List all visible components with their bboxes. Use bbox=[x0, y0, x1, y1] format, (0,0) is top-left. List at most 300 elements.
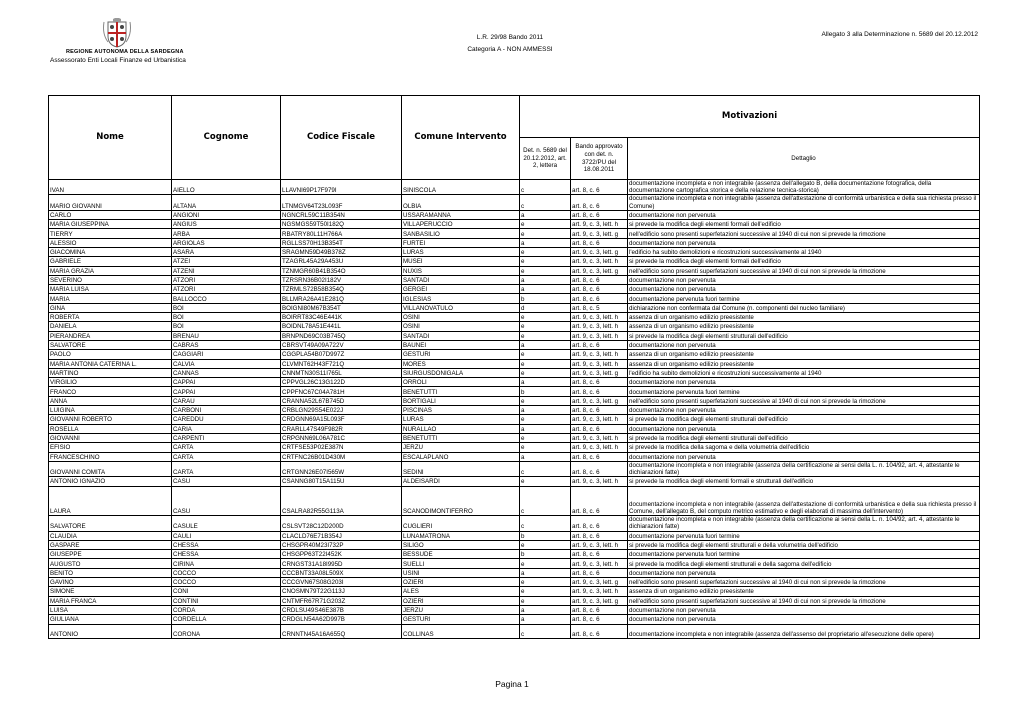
col-header-motivazioni: Motivazioni bbox=[520, 96, 980, 138]
table-row bbox=[49, 461, 980, 476]
table-row bbox=[49, 229, 980, 238]
cell-nome: GASPARE bbox=[49, 540, 172, 549]
cell-dettaglio: documentazione non pervenuta bbox=[628, 340, 980, 349]
cell-codice-fiscale: CSLSVT28C12D200D bbox=[281, 516, 402, 531]
col-header-comune: Comune Intervento bbox=[402, 96, 520, 180]
cell-codice-fiscale: CRTGNN26E07I565W bbox=[281, 461, 402, 476]
cell-dettaglio: documentazione incompleta e non integrabile (assenza dell'attestazione di conformità urbanistica e della sua richiesta presso il Comune, dell'allegato B, del computo metrico estimativo e degli elaborati di massima dell'intervento) bbox=[628, 486, 980, 516]
cell-codice-fiscale: CNNMTN30S11I765L bbox=[281, 368, 402, 377]
cell-cognome: CABRAS bbox=[172, 340, 281, 349]
cell-dettaglio: documentazione non pervenuta bbox=[628, 378, 980, 387]
cell-det-lettera: a bbox=[520, 605, 571, 614]
col-header-det: Det. n. 5689 del 20.12.2012, art. 2, lettera bbox=[520, 138, 571, 180]
cell-nome: GIULIANA bbox=[49, 615, 172, 624]
cell-nome: ROBERTA bbox=[49, 313, 172, 322]
cell-nome: GIOVANNI bbox=[49, 433, 172, 442]
cell-cognome: ATZORI bbox=[172, 275, 281, 284]
cell-det-lettera: a bbox=[520, 340, 571, 349]
cell-nome: MARIA GRAZIA bbox=[49, 266, 172, 275]
cell-bando-articolo: art. 9, c. 3, lett. h bbox=[571, 415, 628, 424]
cell-det-lettera: e bbox=[520, 248, 571, 257]
cell-cognome: CARAU bbox=[172, 396, 281, 405]
cell-comune: VILLANOVATULO bbox=[402, 303, 520, 312]
table-row bbox=[49, 195, 980, 210]
table-row bbox=[49, 559, 980, 568]
cell-codice-fiscale: CHSGPP63T22I452K bbox=[281, 550, 402, 559]
cell-comune: JERZU bbox=[402, 605, 520, 614]
cell-dettaglio: assenza di un organismo edilizio preesistente bbox=[628, 322, 980, 331]
cell-bando-articolo: art. 8, c. 6 bbox=[571, 406, 628, 415]
cell-dettaglio: documentazione non pervenuta bbox=[628, 275, 980, 284]
cell-comune: SUELLI bbox=[402, 559, 520, 568]
cell-det-lettera: c bbox=[520, 486, 571, 516]
cell-comune: CUGLIERI bbox=[402, 516, 520, 531]
org-department: Assessorato Enti Locali Finanze ed Urbanistica bbox=[50, 57, 186, 64]
cell-bando-articolo: art. 9, c. 3, lett. g bbox=[571, 248, 628, 257]
cell-nome: GIOVANNI COMITA bbox=[49, 461, 172, 476]
cell-comune: LUNAMATRONA bbox=[402, 531, 520, 540]
cell-det-lettera: e bbox=[520, 229, 571, 238]
cell-bando-articolo: art. 8, c. 6 bbox=[571, 238, 628, 247]
cell-dettaglio: nell'edificio sono presenti superfetazioni successive al 1940 di cui non si prevede la rimozione bbox=[628, 266, 980, 275]
cell-codice-fiscale: CSANNG80T15A115U bbox=[281, 477, 402, 486]
cell-nome: PIERANDREA bbox=[49, 331, 172, 340]
cell-nome: LUIGINA bbox=[49, 406, 172, 415]
cell-dettaglio: documentazione incompleta e non integrabile (assenza dell'assenso del proprietario all'esecuzione delle opere) bbox=[628, 624, 980, 639]
table-row bbox=[49, 477, 980, 486]
cell-comune: LURAS bbox=[402, 415, 520, 424]
cell-comune: SANTADI bbox=[402, 275, 520, 284]
table-row bbox=[49, 378, 980, 387]
cell-dettaglio: documentazione non pervenuta bbox=[628, 424, 980, 433]
cell-bando-articolo: art. 9, c. 3, lett. h bbox=[571, 220, 628, 229]
cell-dettaglio: assenza di un organismo edilizio preesistente bbox=[628, 350, 980, 359]
cell-cognome: ANGIONI bbox=[172, 210, 281, 219]
table-row bbox=[49, 220, 980, 229]
cell-cognome: BOI bbox=[172, 313, 281, 322]
table-row bbox=[49, 257, 980, 266]
cell-bando-articolo: art. 9, c. 3, lett. h bbox=[571, 350, 628, 359]
cell-codice-fiscale: CLACLD76E71B354J bbox=[281, 531, 402, 540]
cell-cognome: CAULI bbox=[172, 531, 281, 540]
cell-nome: MARIA bbox=[49, 294, 172, 303]
cell-dettaglio: documentazione non pervenuta bbox=[628, 615, 980, 624]
law-reference: L.R. 29/98 Bando 2011 bbox=[476, 34, 544, 41]
cell-codice-fiscale: SRAGMN59D49B378Z bbox=[281, 248, 402, 257]
cell-codice-fiscale: BOIGNI80M67B354T bbox=[281, 303, 402, 312]
cell-codice-fiscale: TZNMGR60B41B354O bbox=[281, 266, 402, 275]
cell-comune: ORROLI bbox=[402, 378, 520, 387]
cell-cognome: CAREDDU bbox=[172, 415, 281, 424]
cell-cognome: CONI bbox=[172, 587, 281, 596]
cell-bando-articolo: art. 8, c. 5 bbox=[571, 303, 628, 312]
excluded-applicants-table bbox=[48, 95, 980, 639]
cell-bando-articolo: art. 8, c. 6 bbox=[571, 340, 628, 349]
cell-cognome: CAPPAI bbox=[172, 378, 281, 387]
cell-det-lettera: b bbox=[520, 550, 571, 559]
cell-nome: GAVINO bbox=[49, 578, 172, 587]
cell-dettaglio: nell'edificio sono presenti superfetazioni successive al 1940 di cui non si prevede la rimozione bbox=[628, 396, 980, 405]
cell-dettaglio: documentazione incompleta e non integrabile (assenza della certificazione ai sensi della L. n. 104/92, art. 4, attestante le dichiarazioni fatte) bbox=[628, 516, 980, 531]
cell-nome: MARIA FRANCA bbox=[49, 596, 172, 605]
cell-dettaglio: assenza di un organismo edilizio preesistente bbox=[628, 587, 980, 596]
cell-comune: OSINI bbox=[402, 322, 520, 331]
cell-det-lettera: a bbox=[520, 275, 571, 284]
cell-codice-fiscale: CPPFNC67C04A781H bbox=[281, 387, 402, 396]
cell-bando-articolo: art. 9, c. 3, lett. h bbox=[571, 443, 628, 452]
cell-codice-fiscale: CPPVGL26C13G122D bbox=[281, 378, 402, 387]
cell-nome: IVAN bbox=[49, 180, 172, 195]
cell-dettaglio: documentazione non pervenuta bbox=[628, 452, 980, 461]
cell-comune: GESTURI bbox=[402, 350, 520, 359]
cell-bando-articolo: art. 9, c. 3, lett. g bbox=[571, 578, 628, 587]
cell-cognome: CASU bbox=[172, 477, 281, 486]
cell-dettaglio: l'edificio ha subito demolizioni e ricostruzioni successivamente al 1940 bbox=[628, 248, 980, 257]
table-row bbox=[49, 550, 980, 559]
cell-comune: ALES bbox=[402, 587, 520, 596]
cell-comune: COLLINAS bbox=[402, 624, 520, 639]
cell-det-lettera: e bbox=[520, 578, 571, 587]
cell-bando-articolo: art. 8, c. 6 bbox=[571, 461, 628, 476]
cell-nome: PAOLO bbox=[49, 350, 172, 359]
cell-nome: ROSELLA bbox=[49, 424, 172, 433]
cell-comune: BENETUTTI bbox=[402, 433, 520, 442]
cell-bando-articolo: art. 9, c. 3, lett. g bbox=[571, 596, 628, 605]
cell-nome: GABRIELE bbox=[49, 257, 172, 266]
cell-codice-fiscale: NGNCRL59C11B354N bbox=[281, 210, 402, 219]
cell-codice-fiscale: CNOSMN79T22G113J bbox=[281, 587, 402, 596]
cell-comune: MUSEI bbox=[402, 257, 520, 266]
cell-comune: SINISCOLA bbox=[402, 180, 520, 195]
cell-cognome: AIELLO bbox=[172, 180, 281, 195]
cell-dettaglio: si prevede la modifica degli elementi formali e strutturali dell'edificio bbox=[628, 477, 980, 486]
cell-nome: GIUSEPPE bbox=[49, 550, 172, 559]
cell-dettaglio: documentazione non pervenuta bbox=[628, 568, 980, 577]
cell-nome: GIOVANNI ROBERTO bbox=[49, 415, 172, 424]
cell-dettaglio: assenza di un organismo edilizio preesistente bbox=[628, 359, 980, 368]
cell-det-lettera: e bbox=[520, 322, 571, 331]
cell-dettaglio: documentazione non pervenuta bbox=[628, 285, 980, 294]
table-row bbox=[49, 452, 980, 461]
cell-comune: SANTADI bbox=[402, 331, 520, 340]
cell-det-lettera: d bbox=[520, 303, 571, 312]
org-name: REGIONE AUTONOMA DELLA SARDEGNA bbox=[66, 49, 184, 55]
cell-nome: LUISA bbox=[49, 605, 172, 614]
table-row bbox=[49, 624, 980, 639]
cell-det-lettera: e bbox=[520, 415, 571, 424]
cell-bando-articolo: art. 8, c. 6 bbox=[571, 294, 628, 303]
table-row bbox=[49, 578, 980, 587]
cell-cognome: BALLOCCO bbox=[172, 294, 281, 303]
cell-det-lettera: a bbox=[520, 615, 571, 624]
table-row bbox=[49, 266, 980, 275]
cell-nome: MARIA ANTONIA CATERINA L. bbox=[49, 359, 172, 368]
cell-cognome: CASULE bbox=[172, 516, 281, 531]
attachment-reference: Allegato 3 alla Determinazione n. 5689 del 20.12.2012 bbox=[821, 31, 978, 38]
cell-cognome: BOI bbox=[172, 322, 281, 331]
table-row bbox=[49, 313, 980, 322]
cell-bando-articolo: art. 9, c. 3, lett. h bbox=[571, 477, 628, 486]
cell-comune: OZIERI bbox=[402, 578, 520, 587]
cell-comune: BORTIGALI bbox=[402, 396, 520, 405]
cell-comune: USSARAMANNA bbox=[402, 210, 520, 219]
cell-det-lettera: e bbox=[520, 368, 571, 377]
cell-bando-articolo: art. 9, c. 3, lett. h bbox=[571, 331, 628, 340]
cell-codice-fiscale: CRANNA52L67B745D bbox=[281, 396, 402, 405]
cell-dettaglio: si prevede la modifica della sagoma e della volumetria dell'edificio bbox=[628, 443, 980, 452]
cell-bando-articolo: art. 9, c. 3, lett. h bbox=[571, 322, 628, 331]
cell-nome: BENITO bbox=[49, 568, 172, 577]
cell-comune: VILLAPERUCCIO bbox=[402, 220, 520, 229]
cell-comune: LURAS bbox=[402, 248, 520, 257]
cell-codice-fiscale: LTNMGV64T23L093F bbox=[281, 195, 402, 210]
cell-bando-articolo: art. 8, c. 6 bbox=[571, 452, 628, 461]
table-row bbox=[49, 396, 980, 405]
cell-nome: MARTINO bbox=[49, 368, 172, 377]
cell-codice-fiscale: BOIDNL78A51E441L bbox=[281, 322, 402, 331]
cell-nome: ANTONIO IGNAZIO bbox=[49, 477, 172, 486]
cell-comune: NURALLAO bbox=[402, 424, 520, 433]
table-row bbox=[49, 486, 980, 516]
cell-cognome: CARBONI bbox=[172, 406, 281, 415]
cell-cognome: ANGIUS bbox=[172, 220, 281, 229]
table-row bbox=[49, 424, 980, 433]
cell-det-lettera: e bbox=[520, 396, 571, 405]
table-row bbox=[49, 443, 980, 452]
cell-bando-articolo: art. 9, c. 3, lett. g bbox=[571, 229, 628, 238]
cell-cognome: CANNAS bbox=[172, 368, 281, 377]
cell-codice-fiscale: CSALRA82R55G113A bbox=[281, 486, 402, 516]
cell-dettaglio: si prevede la modifica degli elementi strutturali dell'edificio bbox=[628, 331, 980, 340]
cell-codice-fiscale: TZAGRL45A29A453U bbox=[281, 257, 402, 266]
cell-codice-fiscale: LLAVNI69P17F979I bbox=[281, 180, 402, 195]
cell-comune: SANBASILIO bbox=[402, 229, 520, 238]
cell-dettaglio: documentazione incompleta e non integrabile (assenza dell'attestazione di conformità urbanistica e della sua richiesta presso il Comune) bbox=[628, 195, 980, 210]
cell-dettaglio: si prevede la modifica degli elementi strutturali dell'edificio bbox=[628, 433, 980, 442]
cell-codice-fiscale: CLVMNT62H43F721Q bbox=[281, 359, 402, 368]
cell-bando-articolo: art. 8, c. 6 bbox=[571, 486, 628, 516]
cell-comune: PISCINAS bbox=[402, 406, 520, 415]
table-row bbox=[49, 387, 980, 396]
cell-cognome: CARPENTI bbox=[172, 433, 281, 442]
cell-cognome: CARTA bbox=[172, 461, 281, 476]
cell-nome: CARLO bbox=[49, 210, 172, 219]
table-row bbox=[49, 303, 980, 312]
cell-nome: AUGUSTO bbox=[49, 559, 172, 568]
cell-dettaglio: documentazione non pervenuta bbox=[628, 238, 980, 247]
cell-nome: SALVATORE bbox=[49, 516, 172, 531]
cell-cognome: CONTINI bbox=[172, 596, 281, 605]
cell-det-lettera: e bbox=[520, 596, 571, 605]
cell-det-lettera: e bbox=[520, 559, 571, 568]
table-row bbox=[49, 406, 980, 415]
cell-nome: SEVERINO bbox=[49, 275, 172, 284]
cell-det-lettera: c bbox=[520, 195, 571, 210]
cell-bando-articolo: art. 9, c. 3, lett. h bbox=[571, 559, 628, 568]
cell-comune: SEDINI bbox=[402, 461, 520, 476]
cell-cognome: CHESSA bbox=[172, 550, 281, 559]
table-row bbox=[49, 248, 980, 257]
cell-det-lettera: a bbox=[520, 424, 571, 433]
cell-bando-articolo: art. 8, c. 6 bbox=[571, 624, 628, 639]
cell-codice-fiscale: RGLLSS70H13B354T bbox=[281, 238, 402, 247]
col-header-cognome: Cognome bbox=[172, 96, 281, 180]
cell-bando-articolo: art. 8, c. 6 bbox=[571, 378, 628, 387]
cell-det-lettera: a bbox=[520, 406, 571, 415]
cell-nome: FRANCESCHINO bbox=[49, 452, 172, 461]
table-row bbox=[49, 368, 980, 377]
cell-det-lettera: e bbox=[520, 587, 571, 596]
cell-nome: MARIO GIOVANNI bbox=[49, 195, 172, 210]
cell-dettaglio: documentazione incompleta e non integrabile (assenza della certificazione ai sensi della L. n. 104/92, art. 4, attestante le dichiarazioni fatte) bbox=[628, 461, 980, 476]
table-row bbox=[49, 350, 980, 359]
cell-comune: SILIGO bbox=[402, 540, 520, 549]
cell-codice-fiscale: CRARLL47S49F982R bbox=[281, 424, 402, 433]
cell-comune: OSINI bbox=[402, 313, 520, 322]
category-label: Categoria A - NON AMMESSI bbox=[467, 46, 553, 53]
table-row bbox=[49, 605, 980, 614]
cell-codice-fiscale: TZRMLS72B58B354Q bbox=[281, 285, 402, 294]
cell-comune: ESCALAPLANO bbox=[402, 452, 520, 461]
cell-codice-fiscale: TZRSRN36B02I182V bbox=[281, 275, 402, 284]
cell-cognome: COCCO bbox=[172, 578, 281, 587]
table-row bbox=[49, 568, 980, 577]
cell-dettaglio: l'edificio ha subito demolizioni e ricostruzioni successivamente al 1940 bbox=[628, 368, 980, 377]
cell-bando-articolo: art. 8, c. 6 bbox=[571, 568, 628, 577]
cell-comune: ALDEISARDI bbox=[402, 477, 520, 486]
cell-bando-articolo: art. 8, c. 6 bbox=[571, 285, 628, 294]
cell-cognome: ALTANA bbox=[172, 195, 281, 210]
cell-comune: SIURGUSDONIGALA bbox=[402, 368, 520, 377]
cell-comune: JERZU bbox=[402, 443, 520, 452]
cell-nome: DANIELA bbox=[49, 322, 172, 331]
cell-nome: GINA bbox=[49, 303, 172, 312]
sardinia-coat-of-arms-icon bbox=[100, 18, 134, 48]
table-row bbox=[49, 415, 980, 424]
table-row bbox=[49, 516, 980, 531]
cell-cognome: CIRINA bbox=[172, 559, 281, 568]
cell-dettaglio: assenza di un organismo edilizio preesistente bbox=[628, 313, 980, 322]
cell-det-lettera: e bbox=[520, 257, 571, 266]
cell-comune: IGLESIAS bbox=[402, 294, 520, 303]
cell-comune: BENETUTTI bbox=[402, 387, 520, 396]
cell-nome: MARIA GIUSEPPINA bbox=[49, 220, 172, 229]
cell-det-lettera: a bbox=[520, 378, 571, 387]
cell-dettaglio: si prevede la modifica degli elementi strutturali dell'edificio bbox=[628, 415, 980, 424]
cell-bando-articolo: art. 9, c. 3, lett. h bbox=[571, 540, 628, 549]
cell-dettaglio: dichiarazione non confermata dal Comune (n. componenti del nucleo familiare) bbox=[628, 303, 980, 312]
cell-dettaglio: documentazione pervenuta fuori termine bbox=[628, 550, 980, 559]
cell-dettaglio: nell'edificio sono presenti superfetazioni successive al 1940 di cui non si prevede la rimozione bbox=[628, 578, 980, 587]
cell-codice-fiscale: CRTFNC26B01D430M bbox=[281, 452, 402, 461]
cell-nome: EFISIO bbox=[49, 443, 172, 452]
cell-codice-fiscale: CRDGLN54A62D997B bbox=[281, 615, 402, 624]
cell-det-lettera: e bbox=[520, 313, 571, 322]
cell-codice-fiscale: BOIRRT83C46E441K bbox=[281, 313, 402, 322]
cell-bando-articolo: art. 8, c. 6 bbox=[571, 275, 628, 284]
cell-det-lettera: e bbox=[520, 359, 571, 368]
cell-cognome: CARTA bbox=[172, 452, 281, 461]
page-number: Pagina 1 bbox=[495, 679, 529, 689]
cell-bando-articolo: art. 9, c. 3, lett. h bbox=[571, 359, 628, 368]
cell-nome: VIRGILIO bbox=[49, 378, 172, 387]
cell-comune: MORES bbox=[402, 359, 520, 368]
table-row bbox=[49, 285, 980, 294]
table-row bbox=[49, 322, 980, 331]
cell-cognome: BRENAU bbox=[172, 331, 281, 340]
cell-dettaglio: documentazione pervenuta fuori termine bbox=[628, 294, 980, 303]
cell-dettaglio: documentazione non pervenuta bbox=[628, 406, 980, 415]
cell-bando-articolo: art. 8, c. 6 bbox=[571, 605, 628, 614]
cell-bando-articolo: art. 9, c. 3, lett. g bbox=[571, 266, 628, 275]
cell-bando-articolo: art. 9, c. 3, lett. h bbox=[571, 257, 628, 266]
cell-cognome: CORDA bbox=[172, 605, 281, 614]
cell-comune: BESSUDE bbox=[402, 550, 520, 559]
cell-codice-fiscale: CRNGST31A18I995D bbox=[281, 559, 402, 568]
table-row bbox=[49, 275, 980, 284]
cell-det-lettera: a bbox=[520, 452, 571, 461]
cell-dettaglio: si prevede la modifica degli elementi formali dell'edificio bbox=[628, 257, 980, 266]
table-row bbox=[49, 210, 980, 219]
cell-cognome: CORDELLA bbox=[172, 615, 281, 624]
cell-bando-articolo: art. 8, c. 6 bbox=[571, 195, 628, 210]
table-row bbox=[49, 587, 980, 596]
table-row bbox=[49, 359, 980, 368]
table-row bbox=[49, 540, 980, 549]
table-row bbox=[49, 596, 980, 605]
cell-det-lettera: c bbox=[520, 461, 571, 476]
cell-det-lettera: a bbox=[520, 568, 571, 577]
cell-det-lettera: e bbox=[520, 477, 571, 486]
cell-det-lettera: e bbox=[520, 266, 571, 275]
cell-codice-fiscale: CRNNTN45A16A655Q bbox=[281, 624, 402, 639]
cell-cognome: CAPPAI bbox=[172, 387, 281, 396]
cell-codice-fiscale: CRTFSE53P02E387N bbox=[281, 443, 402, 452]
cell-bando-articolo: art. 8, c. 6 bbox=[571, 424, 628, 433]
cell-nome: CLAUDIA bbox=[49, 531, 172, 540]
cell-bando-articolo: art. 8, c. 6 bbox=[571, 516, 628, 531]
cell-bando-articolo: art. 8, c. 6 bbox=[571, 387, 628, 396]
cell-dettaglio: documentazione non pervenuta bbox=[628, 210, 980, 219]
cell-codice-fiscale: CBRSVT49A09A722V bbox=[281, 340, 402, 349]
cell-dettaglio: documentazione non pervenuta bbox=[628, 605, 980, 614]
cell-det-lettera: a bbox=[520, 238, 571, 247]
cell-nome: ANNA bbox=[49, 396, 172, 405]
cell-codice-fiscale: CRDGNN69A15L093F bbox=[281, 415, 402, 424]
cell-nome: ANTONIO bbox=[49, 624, 172, 639]
cell-codice-fiscale: BLLMRA26A41E281Q bbox=[281, 294, 402, 303]
cell-nome: MARIA LUISA bbox=[49, 285, 172, 294]
cell-codice-fiscale: CHSGPR40M23I732P bbox=[281, 540, 402, 549]
table-row bbox=[49, 238, 980, 247]
cell-nome: SALVATORE bbox=[49, 340, 172, 349]
cell-codice-fiscale: CRDLSU49S46E387B bbox=[281, 605, 402, 614]
cell-codice-fiscale: CCCGVN67S08G203I bbox=[281, 578, 402, 587]
cell-cognome: CASU bbox=[172, 486, 281, 516]
cell-det-lettera: e bbox=[520, 331, 571, 340]
cell-nome: TIERRY bbox=[49, 229, 172, 238]
table-row bbox=[49, 340, 980, 349]
col-header-dettaglio: Dettaglio bbox=[628, 138, 980, 180]
col-header-nome: Nome bbox=[49, 96, 172, 180]
cell-cognome: ARGIOLAS bbox=[172, 238, 281, 247]
cell-cognome: ATZEI bbox=[172, 257, 281, 266]
cell-det-lettera: a bbox=[520, 210, 571, 219]
cell-codice-fiscale: CRPGNN69L06A781C bbox=[281, 433, 402, 442]
cell-codice-fiscale: CNTMFR67R71G203Z bbox=[281, 596, 402, 605]
cell-cognome: CALVIA bbox=[172, 359, 281, 368]
cell-codice-fiscale: BRNPND69C03B745Q bbox=[281, 331, 402, 340]
